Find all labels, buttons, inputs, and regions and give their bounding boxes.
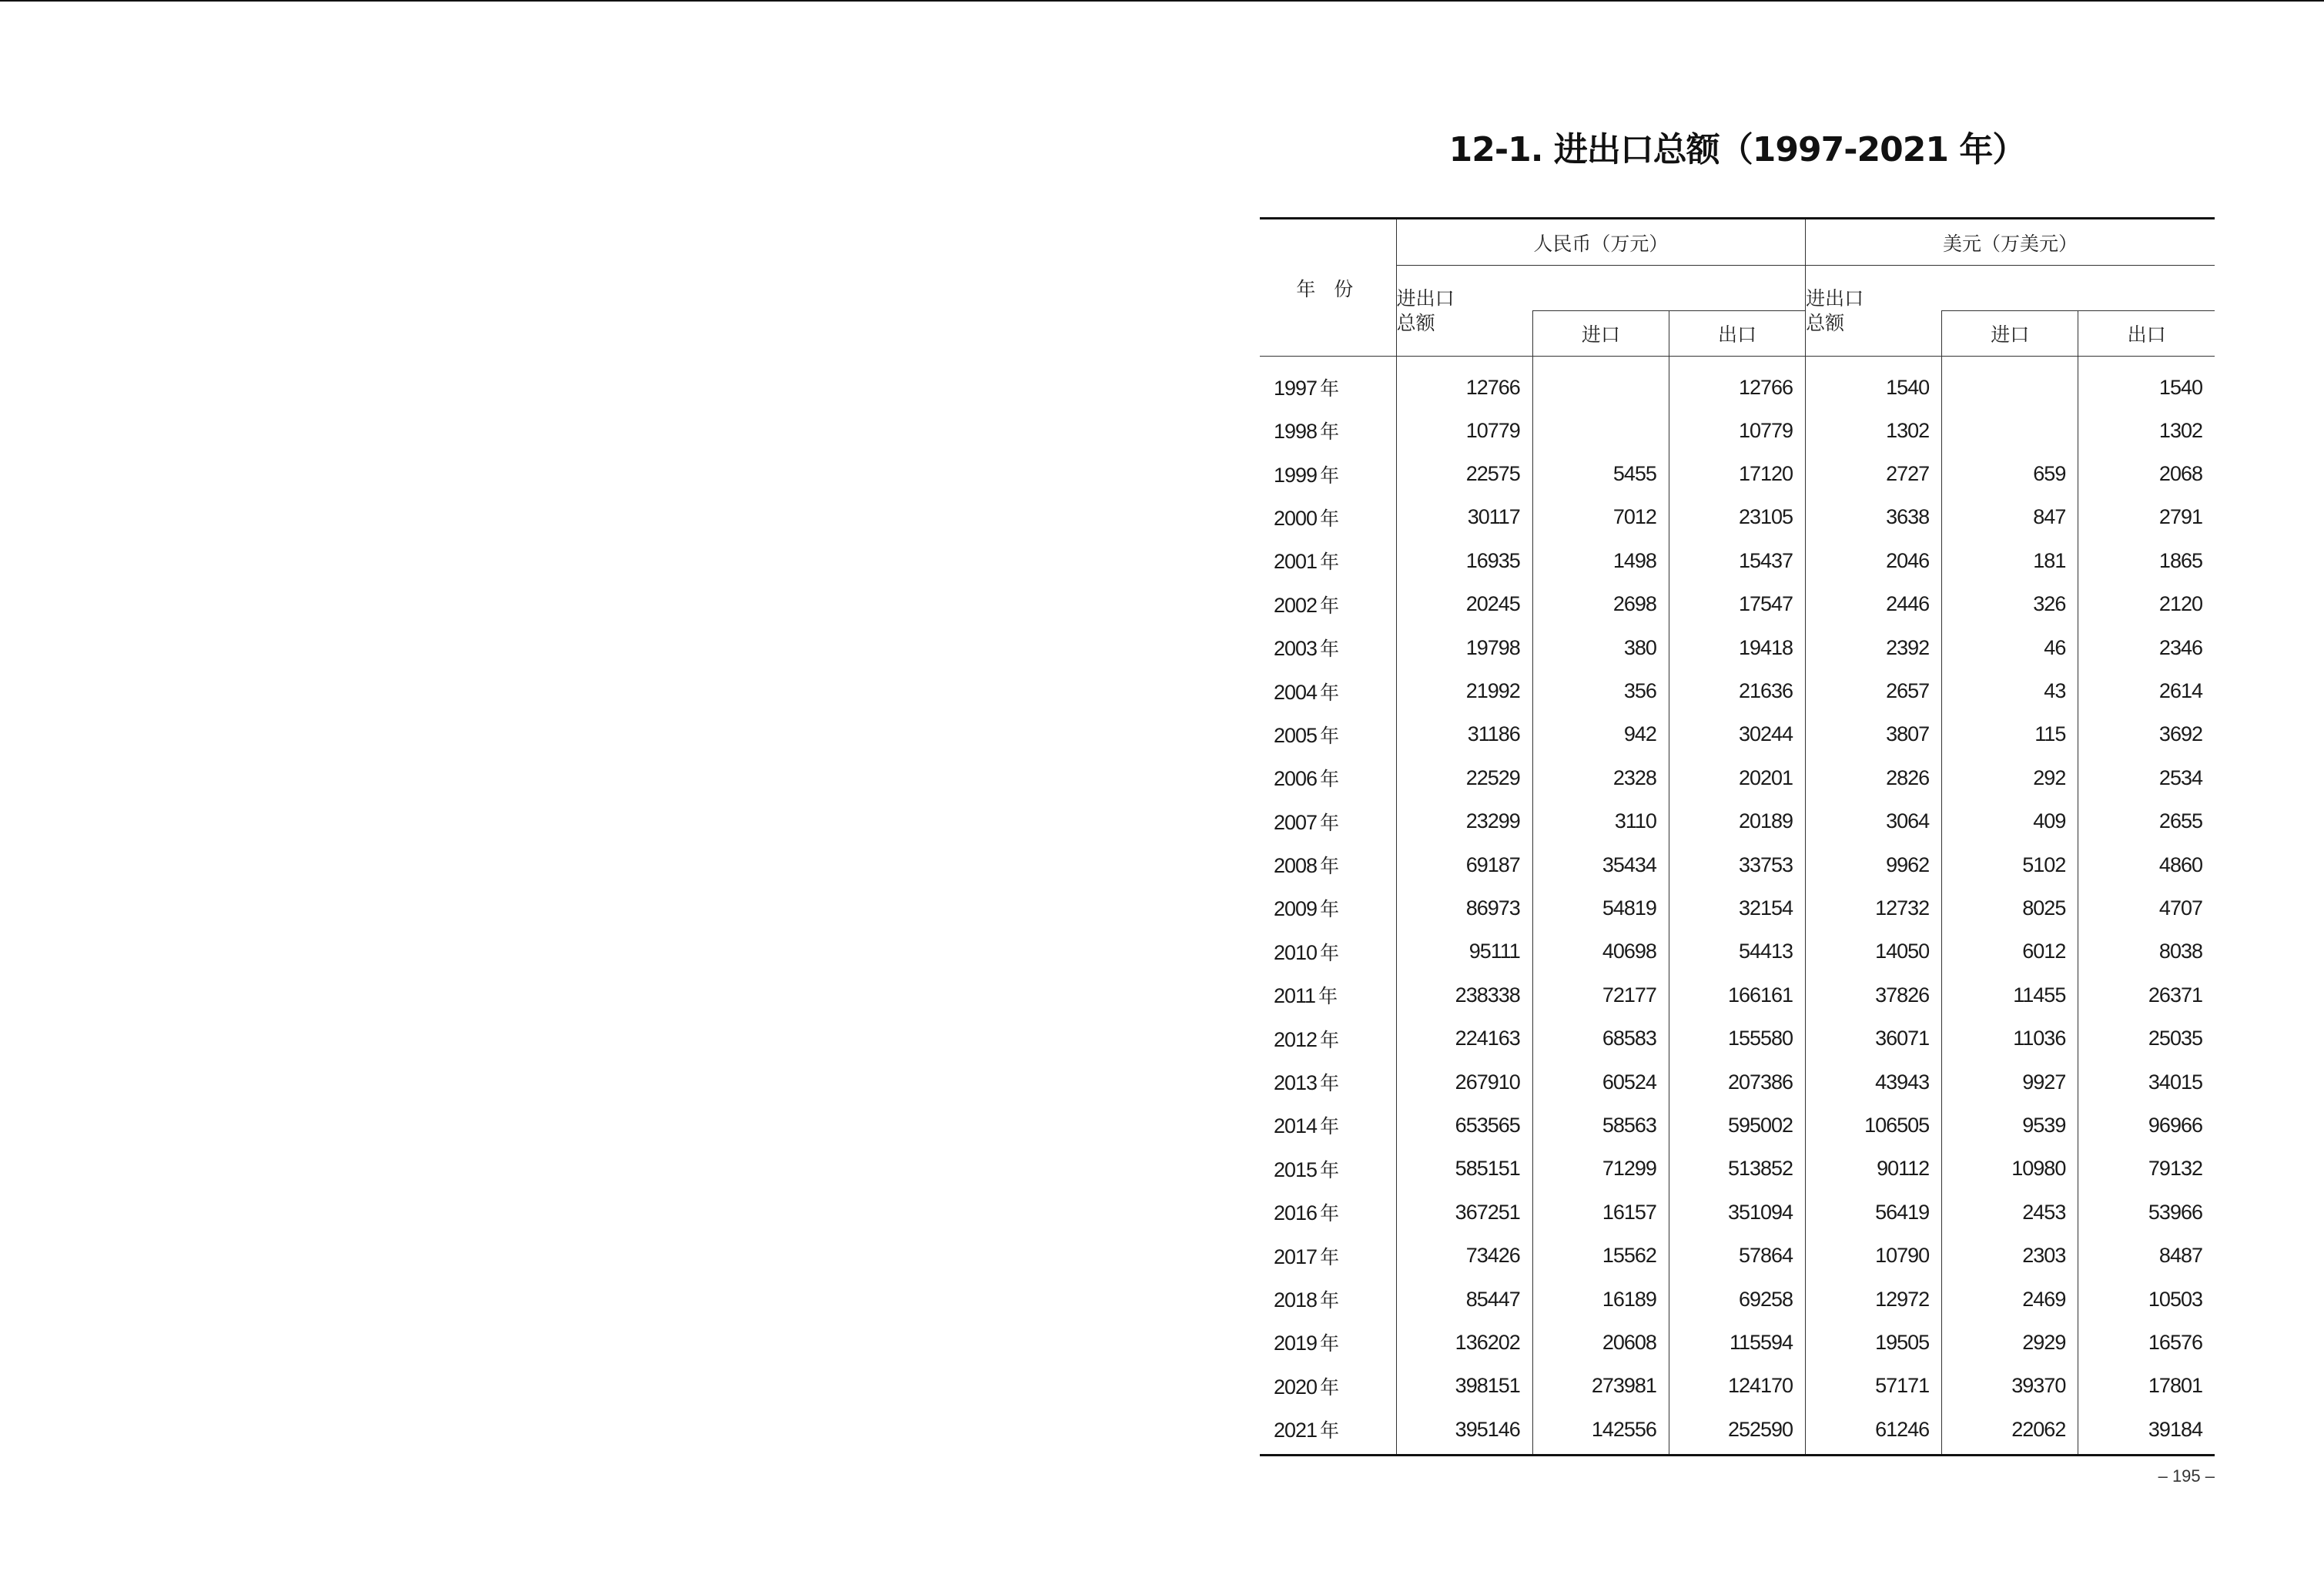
rmb-export-cell: 15437 [1669, 539, 1805, 582]
year-column-header: 年 份 [1260, 219, 1396, 357]
table-row [1260, 843, 2215, 886]
rmb-import-cell: 35434 [1532, 843, 1669, 886]
usd-import-cell: 2303 [1942, 1234, 2078, 1277]
year-suffix: 年 [1320, 1419, 1340, 1442]
rmb-import-cell: 15562 [1532, 1234, 1669, 1277]
year-suffix: 年 [1320, 724, 1340, 747]
table-row [1260, 409, 2215, 452]
page-number: – 195 – [2158, 1466, 2215, 1486]
year-suffix: 年 [1320, 1375, 1340, 1399]
rmb-total-cell: 12766 [1396, 357, 1532, 410]
year-value: 2006 [1274, 767, 1318, 791]
usd-total-cell: 56419 [1806, 1191, 1942, 1234]
rmb-import-cell: 60524 [1532, 1060, 1669, 1104]
usd-import-header: 进口 [1942, 311, 2078, 357]
rmb-total-cell: 224163 [1396, 1017, 1532, 1060]
year-cell [1260, 583, 1396, 626]
year-cell [1260, 1017, 1396, 1060]
rmb-export-cell: 54413 [1669, 930, 1805, 973]
usd-export-cell: 2791 [2078, 496, 2215, 539]
rmb-subheader-spacer [1532, 266, 1805, 311]
usd-import-cell: 2453 [1942, 1191, 2078, 1234]
usd-total-cell: 1540 [1806, 357, 1942, 410]
rmb-total-cell: 73426 [1396, 1234, 1532, 1277]
usd-total-cell: 12972 [1806, 1278, 1942, 1321]
year-cell [1260, 1321, 1396, 1364]
table-row [1260, 713, 2215, 756]
year-cell [1260, 973, 1396, 1017]
usd-subheader-spacer [1942, 266, 2215, 311]
rmb-total-cell: 136202 [1396, 1321, 1532, 1364]
rmb-total-header [1396, 266, 1532, 357]
rmb-import-cell: 71299 [1532, 1147, 1669, 1191]
table-row [1260, 1104, 2215, 1147]
table-row [1260, 1191, 2215, 1234]
usd-export-cell: 8038 [2078, 930, 2215, 973]
usd-export-cell: 1865 [2078, 539, 2215, 582]
usd-export-cell: 8487 [2078, 1234, 2215, 1277]
table-row [1260, 357, 2215, 410]
usd-total-cell: 106505 [1806, 1104, 1942, 1147]
year-suffix: 年 [1320, 898, 1340, 921]
year-value: 2018 [1274, 1288, 1318, 1312]
year-value: 2005 [1274, 723, 1318, 747]
year-suffix: 年 [1320, 507, 1340, 530]
year-cell [1260, 800, 1396, 843]
usd-import-cell: 9927 [1942, 1060, 2078, 1104]
table-row [1260, 973, 2215, 1017]
rmb-export-cell: 155580 [1669, 1017, 1805, 1060]
rmb-import-cell: 5455 [1532, 452, 1669, 495]
usd-total-cell: 19505 [1806, 1321, 1942, 1364]
rmb-export-cell: 351094 [1669, 1191, 1805, 1234]
table-row [1260, 1321, 2215, 1364]
page-title: 12-1. 进出口总额（1997-2021 年） [1448, 130, 2026, 169]
usd-group-header: 美元（万美元） [1806, 219, 2215, 266]
year-value: 1998 [1274, 420, 1318, 444]
usd-import-cell: 2929 [1942, 1321, 2078, 1364]
rmb-import-cell: 16189 [1532, 1278, 1669, 1321]
usd-total-cell: 3064 [1806, 800, 1942, 843]
table-row [1260, 583, 2215, 626]
usd-export-cell: 2614 [2078, 669, 2215, 712]
year-value: 2002 [1274, 593, 1318, 617]
rmb-import-cell: 1498 [1532, 539, 1669, 582]
year-suffix: 年 [1320, 420, 1340, 444]
table-row [1260, 496, 2215, 539]
usd-import-cell [1942, 409, 2078, 452]
table-row [1260, 669, 2215, 712]
usd-total-cell: 1302 [1806, 409, 1942, 452]
trade-totals-table [1260, 217, 2215, 1456]
usd-total-cell: 12732 [1806, 886, 1942, 930]
usd-import-cell: 292 [1942, 756, 2078, 799]
table-row [1260, 626, 2215, 669]
year-cell [1260, 357, 1396, 410]
year-suffix: 年 [1320, 1245, 1340, 1268]
year-suffix: 年 [1320, 1332, 1340, 1355]
rmb-import-cell: 72177 [1532, 973, 1669, 1017]
usd-export-cell: 17801 [2078, 1365, 2215, 1408]
rmb-export-cell: 30244 [1669, 713, 1805, 756]
year-suffix: 年 [1320, 1202, 1340, 1225]
year-cell [1260, 452, 1396, 495]
year-cell [1260, 843, 1396, 886]
usd-export-cell: 16576 [2078, 1321, 2215, 1364]
usd-import-cell: 46 [1942, 626, 2078, 669]
rmb-export-cell: 595002 [1669, 1104, 1805, 1147]
year-suffix: 年 [1320, 551, 1340, 574]
year-value: 2011 [1274, 984, 1316, 1008]
year-value: 2008 [1274, 854, 1318, 878]
rmb-import-cell: 273981 [1532, 1365, 1669, 1408]
top-border-rule [0, 0, 2324, 2]
year-value: 2021 [1274, 1419, 1318, 1442]
usd-total-cell: 37826 [1806, 973, 1942, 1017]
table-row [1260, 1278, 2215, 1321]
usd-total-cell: 57171 [1806, 1365, 1942, 1408]
usd-export-cell: 25035 [2078, 1017, 2215, 1060]
rmb-total-cell: 22575 [1396, 452, 1532, 495]
year-value: 2014 [1274, 1114, 1318, 1138]
usd-import-cell: 43 [1942, 669, 2078, 712]
rmb-export-cell: 32154 [1669, 886, 1805, 930]
year-suffix: 年 [1320, 1072, 1340, 1095]
usd-total-cell: 2727 [1806, 452, 1942, 495]
usd-import-cell: 115 [1942, 713, 2078, 756]
usd-total-cell: 90112 [1806, 1147, 1942, 1191]
rmb-total-cell: 585151 [1396, 1147, 1532, 1191]
usd-import-cell: 409 [1942, 800, 2078, 843]
usd-export-cell: 2120 [2078, 583, 2215, 626]
year-cell [1260, 1234, 1396, 1277]
rmb-export-header: 出口 [1669, 311, 1805, 357]
usd-export-cell: 10503 [2078, 1278, 2215, 1321]
year-value: 2009 [1274, 897, 1318, 921]
year-value: 1997 [1274, 377, 1318, 400]
rmb-export-cell: 21636 [1669, 669, 1805, 712]
usd-import-cell: 326 [1942, 583, 2078, 626]
usd-import-cell: 2469 [1942, 1278, 2078, 1321]
usd-export-header: 出口 [2078, 311, 2215, 357]
rmb-total-cell: 398151 [1396, 1365, 1532, 1408]
year-value: 2012 [1274, 1027, 1318, 1051]
rmb-total-cell: 21992 [1396, 669, 1532, 712]
table-body [1260, 357, 2215, 1456]
rmb-total-cell: 30117 [1396, 496, 1532, 539]
rmb-import-cell: 380 [1532, 626, 1669, 669]
usd-total-cell: 43943 [1806, 1060, 1942, 1104]
usd-total-cell: 2446 [1806, 583, 1942, 626]
table-row [1260, 539, 2215, 582]
usd-total-cell: 3638 [1806, 496, 1942, 539]
year-value: 2017 [1274, 1245, 1318, 1268]
rmb-total-cell: 367251 [1396, 1191, 1532, 1234]
usd-import-cell [1942, 357, 2078, 410]
rmb-total-cell: 31186 [1396, 713, 1532, 756]
rmb-export-cell: 69258 [1669, 1278, 1805, 1321]
usd-import-cell: 847 [1942, 496, 2078, 539]
year-cell [1260, 1104, 1396, 1147]
year-cell [1260, 756, 1396, 799]
rmb-import-cell [1532, 409, 1669, 452]
year-suffix: 年 [1320, 941, 1340, 964]
usd-total-cell: 14050 [1806, 930, 1942, 973]
year-suffix: 年 [1320, 811, 1340, 834]
rmb-total-cell: 22529 [1396, 756, 1532, 799]
rmb-import-cell: 20608 [1532, 1321, 1669, 1364]
table-row [1260, 886, 2215, 930]
usd-export-cell: 34015 [2078, 1060, 2215, 1104]
rmb-total-cell: 23299 [1396, 800, 1532, 843]
year-value: 2016 [1274, 1201, 1318, 1225]
year-value: 2000 [1274, 506, 1318, 530]
usd-export-cell: 53966 [2078, 1191, 2215, 1234]
table-row [1260, 452, 2215, 495]
rmb-import-cell: 3110 [1532, 800, 1669, 843]
rmb-export-cell: 124170 [1669, 1365, 1805, 1408]
rmb-total-cell: 95111 [1396, 930, 1532, 973]
rmb-total-cell: 267910 [1396, 1060, 1532, 1104]
rmb-import-cell: 142556 [1532, 1408, 1669, 1456]
year-suffix: 年 [1320, 1289, 1340, 1312]
rmb-export-cell: 207386 [1669, 1060, 1805, 1104]
usd-export-cell: 1540 [2078, 357, 2215, 410]
usd-import-cell: 9539 [1942, 1104, 2078, 1147]
rmb-export-cell: 33753 [1669, 843, 1805, 886]
rmb-export-cell: 20189 [1669, 800, 1805, 843]
rmb-import-cell: 2698 [1532, 583, 1669, 626]
rmb-import-cell: 16157 [1532, 1191, 1669, 1234]
table-row [1260, 1408, 2215, 1456]
usd-export-cell: 96966 [2078, 1104, 2215, 1147]
usd-import-cell: 8025 [1942, 886, 2078, 930]
rmb-total-cell: 86973 [1396, 886, 1532, 930]
table-row [1260, 756, 2215, 799]
year-cell [1260, 1278, 1396, 1321]
table-row [1260, 930, 2215, 973]
year-value: 2004 [1274, 680, 1318, 704]
year-cell [1260, 1191, 1396, 1234]
year-value: 2015 [1274, 1157, 1318, 1181]
usd-import-cell: 659 [1942, 452, 2078, 495]
rmb-total-cell: 395146 [1396, 1408, 1532, 1456]
usd-total-cell: 2657 [1806, 669, 1942, 712]
usd-total-cell: 2826 [1806, 756, 1942, 799]
usd-total-cell: 2392 [1806, 626, 1942, 669]
rmb-import-cell: 40698 [1532, 930, 1669, 973]
rmb-import-cell: 942 [1532, 713, 1669, 756]
year-suffix: 年 [1320, 377, 1340, 400]
year-suffix: 年 [1320, 855, 1340, 878]
table-row [1260, 1365, 2215, 1408]
year-cell [1260, 1147, 1396, 1191]
year-suffix: 年 [1320, 638, 1340, 661]
rmb-total-header-line2: 总额 [1396, 311, 1435, 334]
rmb-export-cell: 17547 [1669, 583, 1805, 626]
year-value: 2013 [1274, 1071, 1318, 1095]
year-suffix: 年 [1320, 768, 1340, 791]
year-value: 2019 [1274, 1332, 1318, 1355]
year-suffix: 年 [1320, 464, 1340, 487]
rmb-export-cell: 166161 [1669, 973, 1805, 1017]
year-cell [1260, 1408, 1396, 1456]
usd-export-cell: 2655 [2078, 800, 2215, 843]
year-cell [1260, 1060, 1396, 1104]
usd-total-header-line1: 进出口 [1806, 286, 1864, 310]
rmb-import-cell: 54819 [1532, 886, 1669, 930]
rmb-export-cell: 10779 [1669, 409, 1805, 452]
rmb-total-cell: 238338 [1396, 973, 1532, 1017]
usd-import-cell: 5102 [1942, 843, 2078, 886]
year-value: 2003 [1274, 637, 1318, 661]
year-suffix: 年 [1320, 681, 1340, 704]
usd-export-cell: 2346 [2078, 626, 2215, 669]
rmb-import-cell: 68583 [1532, 1017, 1669, 1060]
usd-import-cell: 11036 [1942, 1017, 2078, 1060]
rmb-total-cell: 85447 [1396, 1278, 1532, 1321]
rmb-total-cell: 10779 [1396, 409, 1532, 452]
usd-export-cell: 26371 [2078, 973, 2215, 1017]
rmb-total-cell: 20245 [1396, 583, 1532, 626]
year-cell [1260, 496, 1396, 539]
rmb-total-cell: 16935 [1396, 539, 1532, 582]
rmb-export-cell: 115594 [1669, 1321, 1805, 1364]
usd-import-cell: 10980 [1942, 1147, 2078, 1191]
year-value: 2007 [1274, 810, 1318, 834]
usd-total-cell: 10790 [1806, 1234, 1942, 1277]
rmb-import-cell [1532, 357, 1669, 410]
rmb-import-cell: 356 [1532, 669, 1669, 712]
table-row [1260, 1060, 2215, 1104]
rmb-import-cell: 58563 [1532, 1104, 1669, 1147]
usd-total-cell: 61246 [1806, 1408, 1942, 1456]
usd-export-cell: 3692 [2078, 713, 2215, 756]
year-cell [1260, 669, 1396, 712]
usd-total-cell: 3807 [1806, 713, 1942, 756]
table-row [1260, 800, 2215, 843]
rmb-export-cell: 17120 [1669, 452, 1805, 495]
rmb-total-cell: 653565 [1396, 1104, 1532, 1147]
year-suffix: 年 [1320, 594, 1340, 617]
year-value: 1999 [1274, 463, 1318, 487]
year-value: 2020 [1274, 1375, 1318, 1399]
year-cell [1260, 930, 1396, 973]
year-cell [1260, 539, 1396, 582]
rmb-total-cell: 19798 [1396, 626, 1532, 669]
rmb-export-cell: 20201 [1669, 756, 1805, 799]
rmb-export-cell: 513852 [1669, 1147, 1805, 1191]
usd-total-cell: 9962 [1806, 843, 1942, 886]
usd-export-cell: 4707 [2078, 886, 2215, 930]
rmb-group-header: 人民币（万元） [1396, 219, 1805, 266]
usd-export-cell: 4860 [2078, 843, 2215, 886]
usd-export-cell: 2534 [2078, 756, 2215, 799]
usd-import-cell: 22062 [1942, 1408, 2078, 1456]
year-suffix: 年 [1320, 1028, 1340, 1051]
rmb-import-cell: 7012 [1532, 496, 1669, 539]
year-cell [1260, 1365, 1396, 1408]
rmb-total-header-line1: 进出口 [1396, 286, 1455, 310]
year-value: 2001 [1274, 550, 1318, 574]
usd-total-header-line2: 总额 [1806, 311, 1845, 334]
year-cell [1260, 409, 1396, 452]
year-suffix: 年 [1320, 1115, 1340, 1138]
year-suffix: 年 [1320, 1158, 1340, 1181]
year-cell [1260, 713, 1396, 756]
rmb-import-cell: 2328 [1532, 756, 1669, 799]
rmb-export-cell: 23105 [1669, 496, 1805, 539]
usd-export-cell: 2068 [2078, 452, 2215, 495]
rmb-export-cell: 252590 [1669, 1408, 1805, 1456]
usd-export-cell: 1302 [2078, 409, 2215, 452]
usd-total-cell: 2046 [1806, 539, 1942, 582]
rmb-export-cell: 12766 [1669, 357, 1805, 410]
year-cell [1260, 886, 1396, 930]
year-suffix: 年 [1318, 985, 1338, 1008]
table-row [1260, 1147, 2215, 1191]
year-value: 2010 [1274, 940, 1318, 964]
usd-import-cell: 6012 [1942, 930, 2078, 973]
usd-total-cell: 36071 [1806, 1017, 1942, 1060]
usd-import-cell: 39370 [1942, 1365, 2078, 1408]
rmb-total-cell: 69187 [1396, 843, 1532, 886]
table-row [1260, 1017, 2215, 1060]
usd-export-cell: 79132 [2078, 1147, 2215, 1191]
usd-total-header [1806, 266, 1942, 357]
rmb-import-header: 进口 [1532, 311, 1669, 357]
usd-import-cell: 11455 [1942, 973, 2078, 1017]
table-row [1260, 1234, 2215, 1277]
rmb-export-cell: 19418 [1669, 626, 1805, 669]
usd-export-cell: 39184 [2078, 1408, 2215, 1456]
year-cell [1260, 626, 1396, 669]
usd-import-cell: 181 [1942, 539, 2078, 582]
rmb-export-cell: 57864 [1669, 1234, 1805, 1277]
